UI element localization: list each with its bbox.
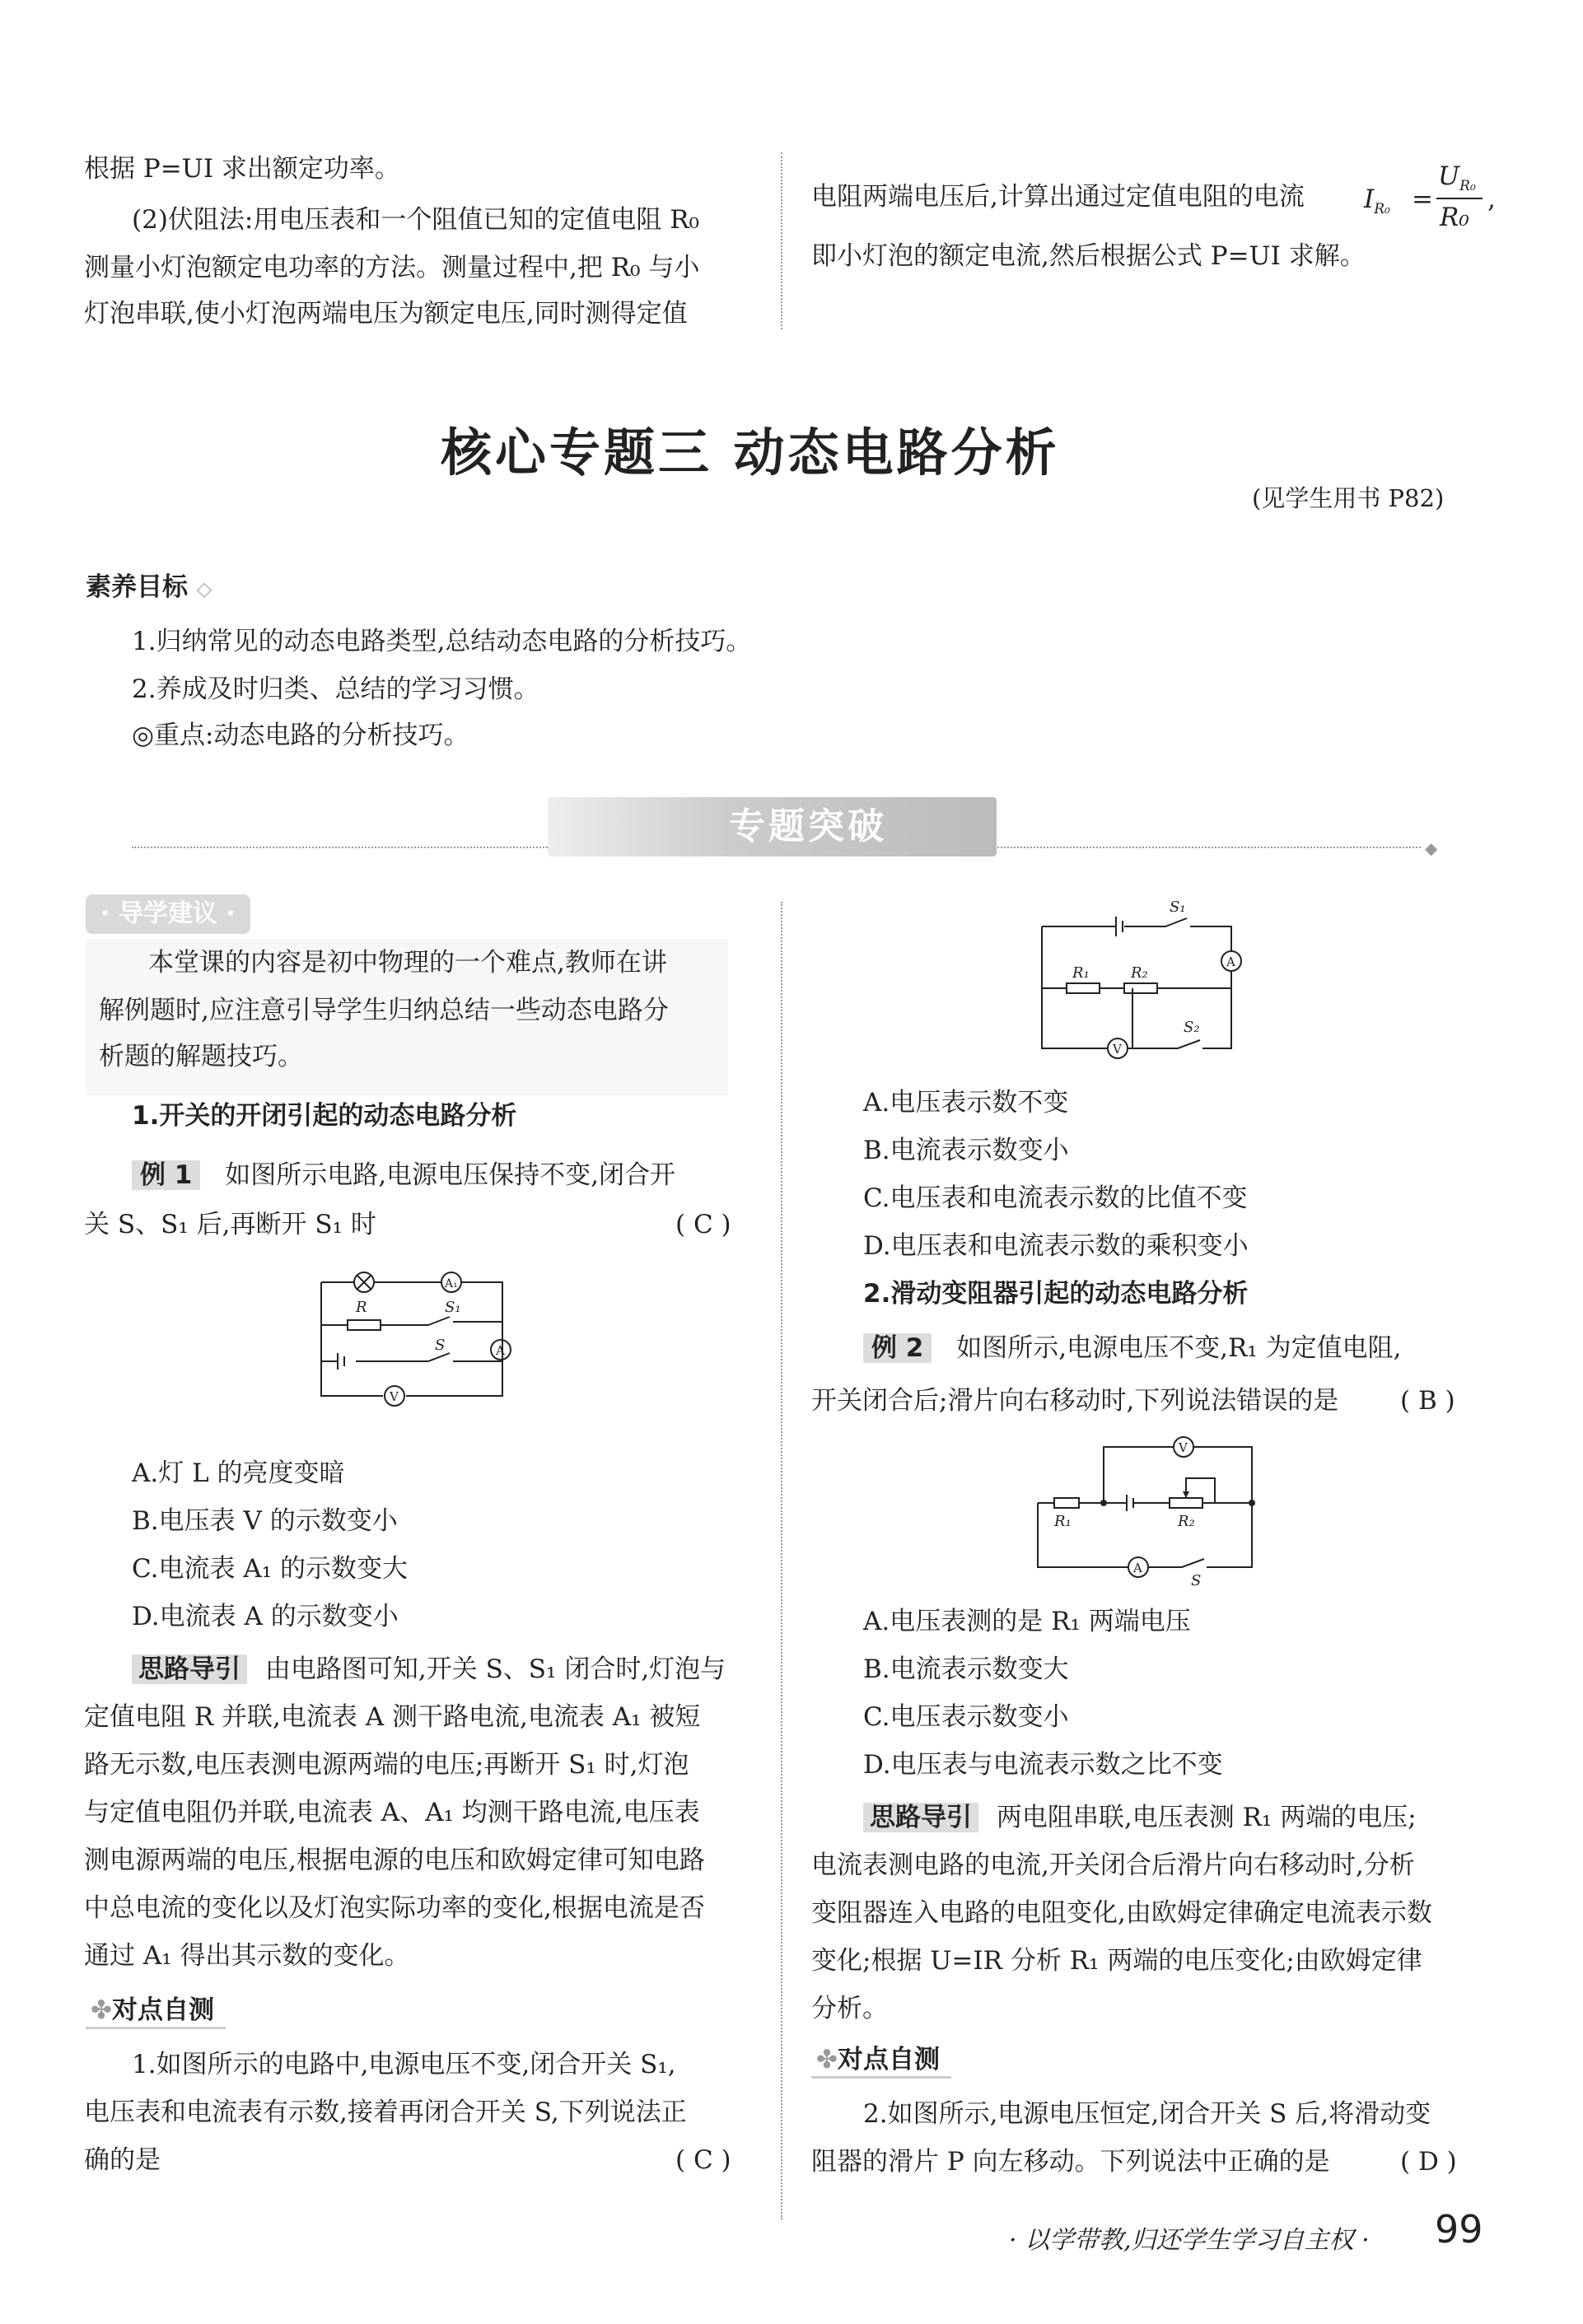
column-divider-top xyxy=(781,152,782,329)
q1-line-2: 电压表和电流表有示数,接着再闭合开关 S,下列说法正 xyxy=(84,2098,687,2127)
hint2-text-1: 两电阻串联,电压表测 R₁ 两端的电压; xyxy=(996,1803,1417,1832)
top-left-line-4: 灯泡串联,使小灯泡两端电压为额定电压,同时测得定值 xyxy=(84,299,688,329)
formula-num-letter: U xyxy=(1438,161,1460,191)
example1-answer: ( C ) xyxy=(675,1210,731,1239)
example2-label: 例 2 xyxy=(863,1333,932,1363)
hint1-line-6: 中总电流的变化以及灯泡实际功率的变化,根据电流是否 xyxy=(84,1893,705,1923)
top-left-line-1: 根据 P=UI 求出额定功率。 xyxy=(84,154,400,184)
q1-answer: ( C ) xyxy=(675,2145,731,2175)
c3-label-r1: R₁ xyxy=(1054,1513,1072,1530)
self-test-2 xyxy=(811,2036,951,2084)
banner-label: 专题突破 xyxy=(729,805,887,847)
c2-battery xyxy=(338,1353,344,1370)
q1-option-b: B.电流表示数变小 xyxy=(863,1136,1069,1165)
example2-answer: ( B ) xyxy=(1400,1386,1455,1416)
c2-label-v: V xyxy=(390,1389,399,1404)
example1-option-d: D.电流表 A 的示数变小 xyxy=(132,1602,399,1631)
formula-num-sub: R₀ xyxy=(1459,178,1476,195)
example1-option-c: C.电流表 A₁ 的示数变大 xyxy=(132,1554,408,1584)
c3-label-a: A xyxy=(1133,1561,1142,1575)
c2-lamp-cross xyxy=(357,1276,371,1289)
q1-line-1: 1.如图所示的电路中,电源电压不变,闭合开关 S₁, xyxy=(132,2050,676,2079)
goal-item-3: ◎重点:动态电路的分析技巧。 xyxy=(132,721,469,750)
example2-option-a: A.电压表测的是 R₁ 两端电压 xyxy=(863,1607,1191,1636)
top-right-line-1 xyxy=(811,173,1305,221)
top-left-line-2: (2)伏阻法:用电压表和一个阻值已知的定值电阻 R₀ xyxy=(132,205,699,235)
c1-battery xyxy=(1116,917,1123,936)
guide-line-3: 析题的解题技巧。 xyxy=(99,1042,303,1071)
guide-line-2: 解例题时,应注意引导学生归纳总结一些动态电路分 xyxy=(99,996,669,1025)
c1-resistor-r2 xyxy=(1124,983,1157,993)
example1-line-1 xyxy=(132,1151,675,1199)
c2-switch-s1 xyxy=(428,1317,450,1325)
goal-item-1: 1.归纳常见的动态电路类型,总结动态电路的分析技巧。 xyxy=(132,627,752,656)
c1-wire-bottom xyxy=(1132,988,1231,1048)
c2-label-a1: A₁ xyxy=(445,1277,458,1290)
page-number: 99 xyxy=(1435,2207,1483,2252)
circuit-diagram-example1 xyxy=(313,1264,527,1421)
section2-heading: 2.滑动变阻器引起的动态电路分析 xyxy=(863,1279,1249,1309)
formula-equals: = xyxy=(1412,184,1433,214)
example2-option-d: D.电压表与电流表示数之比不变 xyxy=(863,1750,1223,1780)
c1-label-a: A xyxy=(1226,954,1235,969)
example2-option-b: B.电流表示数变大 xyxy=(863,1654,1069,1684)
goal-item-2: 2.养成及时归类、总结的学习习惯。 xyxy=(132,674,539,704)
c2-wire-top xyxy=(321,1282,502,1396)
example2-line-1 xyxy=(863,1324,1401,1372)
hint1-line-7: 通过 A₁ 得出其示数的变化。 xyxy=(84,1941,410,1971)
c1-label-v: V xyxy=(1113,1042,1122,1057)
q2-answer: ( D ) xyxy=(1400,2147,1457,2177)
goals-heading xyxy=(86,563,212,613)
c2-switch-s xyxy=(428,1353,450,1361)
q1-line-3: 确的是 xyxy=(84,2145,161,2175)
q1-option-d: D.电压表和电流表示数的乘积变小 xyxy=(863,1231,1249,1261)
hint1-label: 思路导引 xyxy=(132,1654,247,1684)
self-test-1 xyxy=(86,1986,226,2034)
self-test-2-icon: ✤ xyxy=(816,2045,838,2074)
c1-label-r1: R₁ xyxy=(1072,964,1090,982)
banner-end-diamond-icon: ◆ xyxy=(1425,838,1438,858)
circuit-diagram-example2 xyxy=(1030,1429,1268,1589)
example2-line-2: 开关闭合后;滑片向右移动时,下列说法错误的是 xyxy=(811,1386,1339,1416)
c2-resistor-r xyxy=(348,1320,381,1330)
hint2-line-3: 变阻器连入电路的电阻变化,由欧姆定律确定电流表示数 xyxy=(811,1898,1432,1928)
section1-heading: 1.开关的开闭引起的动态电路分析 xyxy=(132,1101,517,1131)
hint2-line-4: 变化;根据 U=IR 分析 R₁ 两端的电压变化;由欧姆定律 xyxy=(811,1946,1422,1976)
column-divider-main xyxy=(781,902,782,2219)
self-test-1-icon: ✤ xyxy=(91,1995,112,2025)
q2-line-2: 阻器的滑片 P 向左移动。下列说法中正确的是 xyxy=(811,2147,1330,2177)
c1-wire-right-left xyxy=(1042,926,1231,1048)
hint1-line-5: 测电源两端的电压,根据电源的电压和欧姆定律可知电路 xyxy=(84,1846,705,1875)
example1-option-a: A.灯 L 的亮度变暗 xyxy=(132,1458,345,1488)
c3-slider-arrow-icon xyxy=(1183,1491,1189,1498)
self-test-1-box xyxy=(86,1995,226,2029)
c1-wire-top xyxy=(1042,918,1231,951)
hint2-label: 思路导引 xyxy=(863,1803,978,1832)
c2-label-a: A xyxy=(496,1343,505,1358)
c3-label-r2: R₂ xyxy=(1178,1513,1195,1530)
top-right-line-2: 即小灯泡的额定电流,然后根据公式 P=UI 求解。 xyxy=(811,241,1366,271)
hint1-text-1: 由电路图可知,开关 S、S₁ 闭合时,灯泡与 xyxy=(264,1654,726,1684)
c2-label-s1: S₁ xyxy=(445,1299,461,1316)
formula-comma: , xyxy=(1487,184,1496,214)
q1-option-a: A.电压表示数不变 xyxy=(863,1088,1069,1118)
book-reference: (见学生用书 P82) xyxy=(1252,484,1445,512)
c1-resistor-r1 xyxy=(1067,983,1100,993)
guide-tag: · 导学建议 · xyxy=(86,894,250,934)
c3-junction-right xyxy=(1249,1500,1255,1506)
q2-line-1: 2.如图所示,电源电压恒定,闭合开关 S 后,将滑动变 xyxy=(863,2099,1431,2129)
c3-rheostat-r2 xyxy=(1170,1498,1202,1508)
hint1-line-2: 定值电阻 R 并联,电流表 A 测干路电流,电流表 A₁ 被短 xyxy=(84,1702,701,1732)
c1-label-r2: R₂ xyxy=(1131,964,1148,982)
formula-lhs-letter: I xyxy=(1364,184,1375,214)
hint1-line-1 xyxy=(132,1645,726,1693)
example2-option-c: C.电压表示数变小 xyxy=(863,1702,1069,1732)
q1-option-c: C.电压表和电流表示数的比值不变 xyxy=(863,1183,1248,1213)
c1-label-s1: S₁ xyxy=(1170,898,1186,916)
c3-battery xyxy=(1127,1495,1133,1511)
formula-denominator: R₀ xyxy=(1440,203,1469,232)
goals-heading-text: 素养目标 xyxy=(86,572,188,602)
formula-lhs-sub: R₀ xyxy=(1374,201,1390,218)
hint2-line-1 xyxy=(863,1794,1417,1841)
diamond-icon: ◇ xyxy=(196,577,212,600)
c3-label-v: V xyxy=(1179,1440,1188,1455)
self-test-1-label: 对点自测 xyxy=(111,1995,214,2025)
top-left-line-3: 测量小灯泡额定电功率的方法。测量过程中,把 R₀ 与小 xyxy=(84,253,700,282)
example2-text-1: 如图所示,电源电压不变,R₁ 为定值电阻, xyxy=(956,1333,1402,1363)
c3-resistor-r1 xyxy=(1054,1498,1079,1508)
hint2-line-2: 电流表测电路的电流,开关闭合后滑片向右移动时,分析 xyxy=(811,1850,1415,1880)
hint1-line-3: 路无示数,电压表测电源两端的电压;再断开 S₁ 时,灯泡 xyxy=(84,1750,689,1780)
formula-numerator xyxy=(1438,161,1476,194)
c2-label-s: S xyxy=(435,1337,446,1354)
example1-label: 例 1 xyxy=(132,1160,200,1190)
footer-slogan: · 以学带教,归还学生学习自主权 · xyxy=(1009,2226,1370,2255)
example1-text-1: 如图所示电路,电源电压保持不变,闭合开 xyxy=(225,1160,675,1190)
self-test-2-label: 对点自测 xyxy=(837,2045,940,2074)
self-test-2-box xyxy=(811,2045,951,2079)
example1-option-b: B.电压表 V 的示数变小 xyxy=(132,1506,398,1536)
section-banner xyxy=(548,797,997,856)
c3-slider xyxy=(1186,1478,1215,1503)
page-title: 核心专题三 动态电路分析 xyxy=(441,422,1060,483)
c3-label-s: S xyxy=(1191,1572,1202,1589)
c2-label-r: R xyxy=(356,1299,367,1316)
guide-line-1: 本堂课的内容是初中物理的一个难点,教师在讲 xyxy=(148,948,667,978)
c3-junction-left xyxy=(1100,1500,1107,1506)
circuit-diagram-q1 xyxy=(1025,894,1272,1066)
formula-lhs xyxy=(1364,184,1390,217)
c1-label-s2: S₂ xyxy=(1184,1019,1200,1036)
formula-fraction-bar xyxy=(1436,198,1483,199)
example1-line-2: 关 S、S₁ 后,再断开 S₁ 时 xyxy=(84,1210,376,1239)
hint1-line-4: 与定值电阻仍并联,电流表 A、A₁ 均测干路电流,电压表 xyxy=(84,1798,700,1827)
top-right-line-1-text: 电阻两端电压后,计算出通过定值电阻的电流 xyxy=(811,182,1305,212)
hint2-line-5: 分析。 xyxy=(811,1994,888,2023)
